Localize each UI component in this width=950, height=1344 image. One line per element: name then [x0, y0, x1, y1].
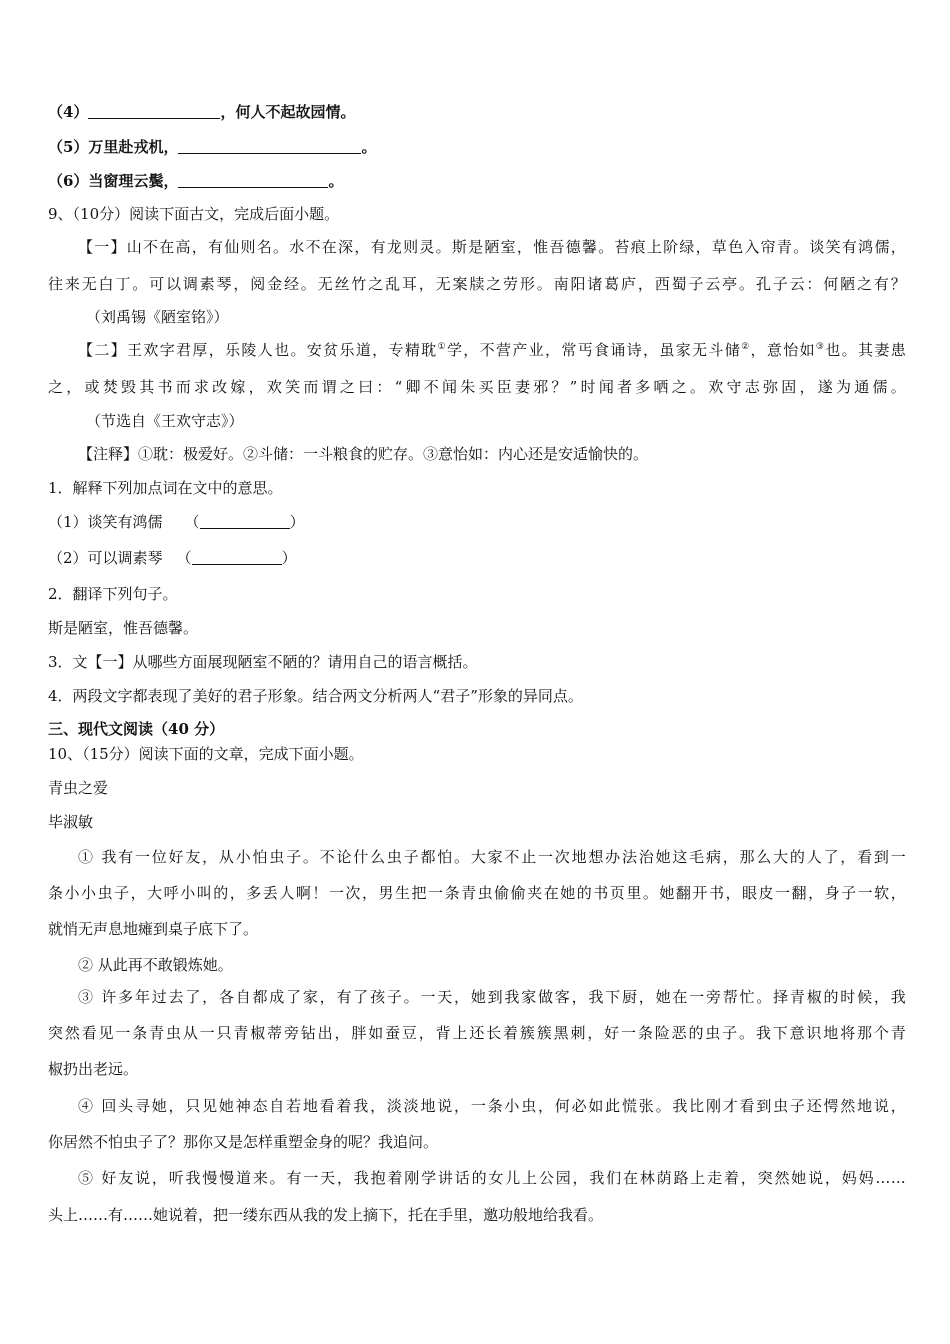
sub-question-4: 4．两段文字都表现了美好的君子形象。结合两文分析两人“君子”形象的异同点。 [48, 687, 583, 705]
footnote-mark: ② [741, 342, 751, 352]
poem-question-5: （5）万里赴戎机， 。 [48, 138, 377, 156]
paragraph-3-line-2: 突然看见一条青虫从一只青椒蒂旁钻出，胖如蚕豆，背上还长着簇簇黑刺，好一条险恶的虫子。我下意识地将那个青 [48, 1024, 906, 1042]
passage-1-line-2: 往来无白丁。可以调素琴，阅金经。无丝竹之乱耳，无案牍之劳形。南阳诸葛庐，西蜀子云亭。孔子云：何陋之有？ [48, 275, 906, 293]
section-3-title: 三、现代文阅读（40 分） [48, 720, 225, 738]
passage-2-source: （节选自《王欢守志》） [86, 412, 244, 430]
paragraph-5-line-2: 头上……有……她说着，把一缕东西从我的发上摘下，托在手里，邀功般地给我看。 [48, 1206, 604, 1224]
sub-question-1: 1．解释下列加点词在文中的意思。 [48, 479, 283, 497]
paragraph-1-line-2: 条小小虫子，大呼小叫的，多丢人啊！一次，男生把一条青虫偷偷夹在她的书页里。她翻开书，眼皮一翻，身子一软， [48, 884, 906, 902]
passage-2-line-2: 之，或焚毁其书而求改嫁，欢笑而谓之曰：“卿不闻朱买臣妻邪？”时闻者多哂之。欢守志弥固，遂为通儒。 [48, 378, 906, 396]
sub-question-2: 2．翻译下列句子。 [48, 585, 178, 603]
paragraph-5-line-1: ⑤ 好友说，听我慢慢道来。有一天，我抱着刚学讲话的女儿上公园，我们在林荫路上走着，突然她说，妈妈…… [78, 1169, 906, 1187]
passage-2-line-1: 【二】王欢字君厚，乐陵人也。安贫乐道，专精耽①学，不营产业，常丐食诵诗，虽家无斗储②，意怡如③也。其妻患 [78, 341, 907, 359]
answer-blank[interactable] [88, 103, 220, 119]
passage-1-line-1: 【一】山不在高，有仙则名。水不在深，有龙则灵。斯是陋室，惟吾德馨。苔痕上阶绿，草色入帘青。谈笑有鸿儒， [78, 238, 906, 256]
question-9-header: 9、（10分）阅读下面古文，完成后面小题。 [48, 205, 340, 223]
paragraph-1-line-1: ① 我有一位好友，从小怕虫子。不论什么虫子都怕。大家不止一次地想办法治她这毛病，那么大的人了，看到一 [78, 848, 906, 866]
answer-blank[interactable] [200, 513, 290, 529]
paragraph-3-line-1: ③ 许多年过去了，各自都成了家，有了孩子。一天，她到我家做客，我下厨，她在一旁帮忙。择青椒的时候，我 [78, 988, 906, 1006]
footnote-mark: ③ [815, 342, 826, 352]
article-title: 青虫之爱 [48, 779, 109, 797]
poem-question-6: （6）当窗理云鬓， 。 [48, 172, 344, 190]
paragraph-1-line-3: 就悄无声息地瘫到桌子底下了。 [48, 920, 259, 938]
footnote-mark: ① [437, 342, 447, 352]
answer-blank[interactable] [178, 138, 361, 154]
answer-blank[interactable] [192, 549, 282, 565]
answer-blank[interactable] [178, 172, 328, 188]
sub-question-2-sentence: 斯是陋室，惟吾德馨。 [48, 619, 199, 637]
paragraph-4-line-2: 你居然不怕虫子了？那你又是怎样重塑金身的呢？我追问。 [48, 1133, 439, 1151]
question-10-header: 10、（15分）阅读下面的文章，完成下面小题。 [48, 745, 364, 763]
annotation-notes: 【注释】①耽：极爱好。②斗储：一斗粮食的贮存。③意怡如：内心还是安适愉快的。 [78, 445, 649, 463]
sub-question-1-item-1: （1）谈笑有鸿儒 （ ） [48, 513, 305, 531]
sub-question-3: 3．文【一】从哪些方面展现陋室不陋的？请用自己的语言概括。 [48, 653, 478, 671]
paragraph-4-line-1: ④ 回头寻她，只见她神态自若地看着我，淡淡地说，一条小虫，何必如此慌张。我比刚才看到虫子还愕然地说， [78, 1097, 906, 1115]
poem-question-4: （4） ，何人不起故园情。 [48, 103, 356, 121]
paragraph-2-line-1: ② 从此再不敢锻炼她。 [78, 956, 233, 974]
sub-question-1-item-2: （2）可以调素琴 （ ） [48, 549, 297, 567]
article-author: 毕淑敏 [48, 813, 94, 831]
passage-1-source: （刘禹锡《陋室铭》） [86, 308, 229, 326]
paragraph-3-line-3: 椒扔出老远。 [48, 1060, 139, 1078]
